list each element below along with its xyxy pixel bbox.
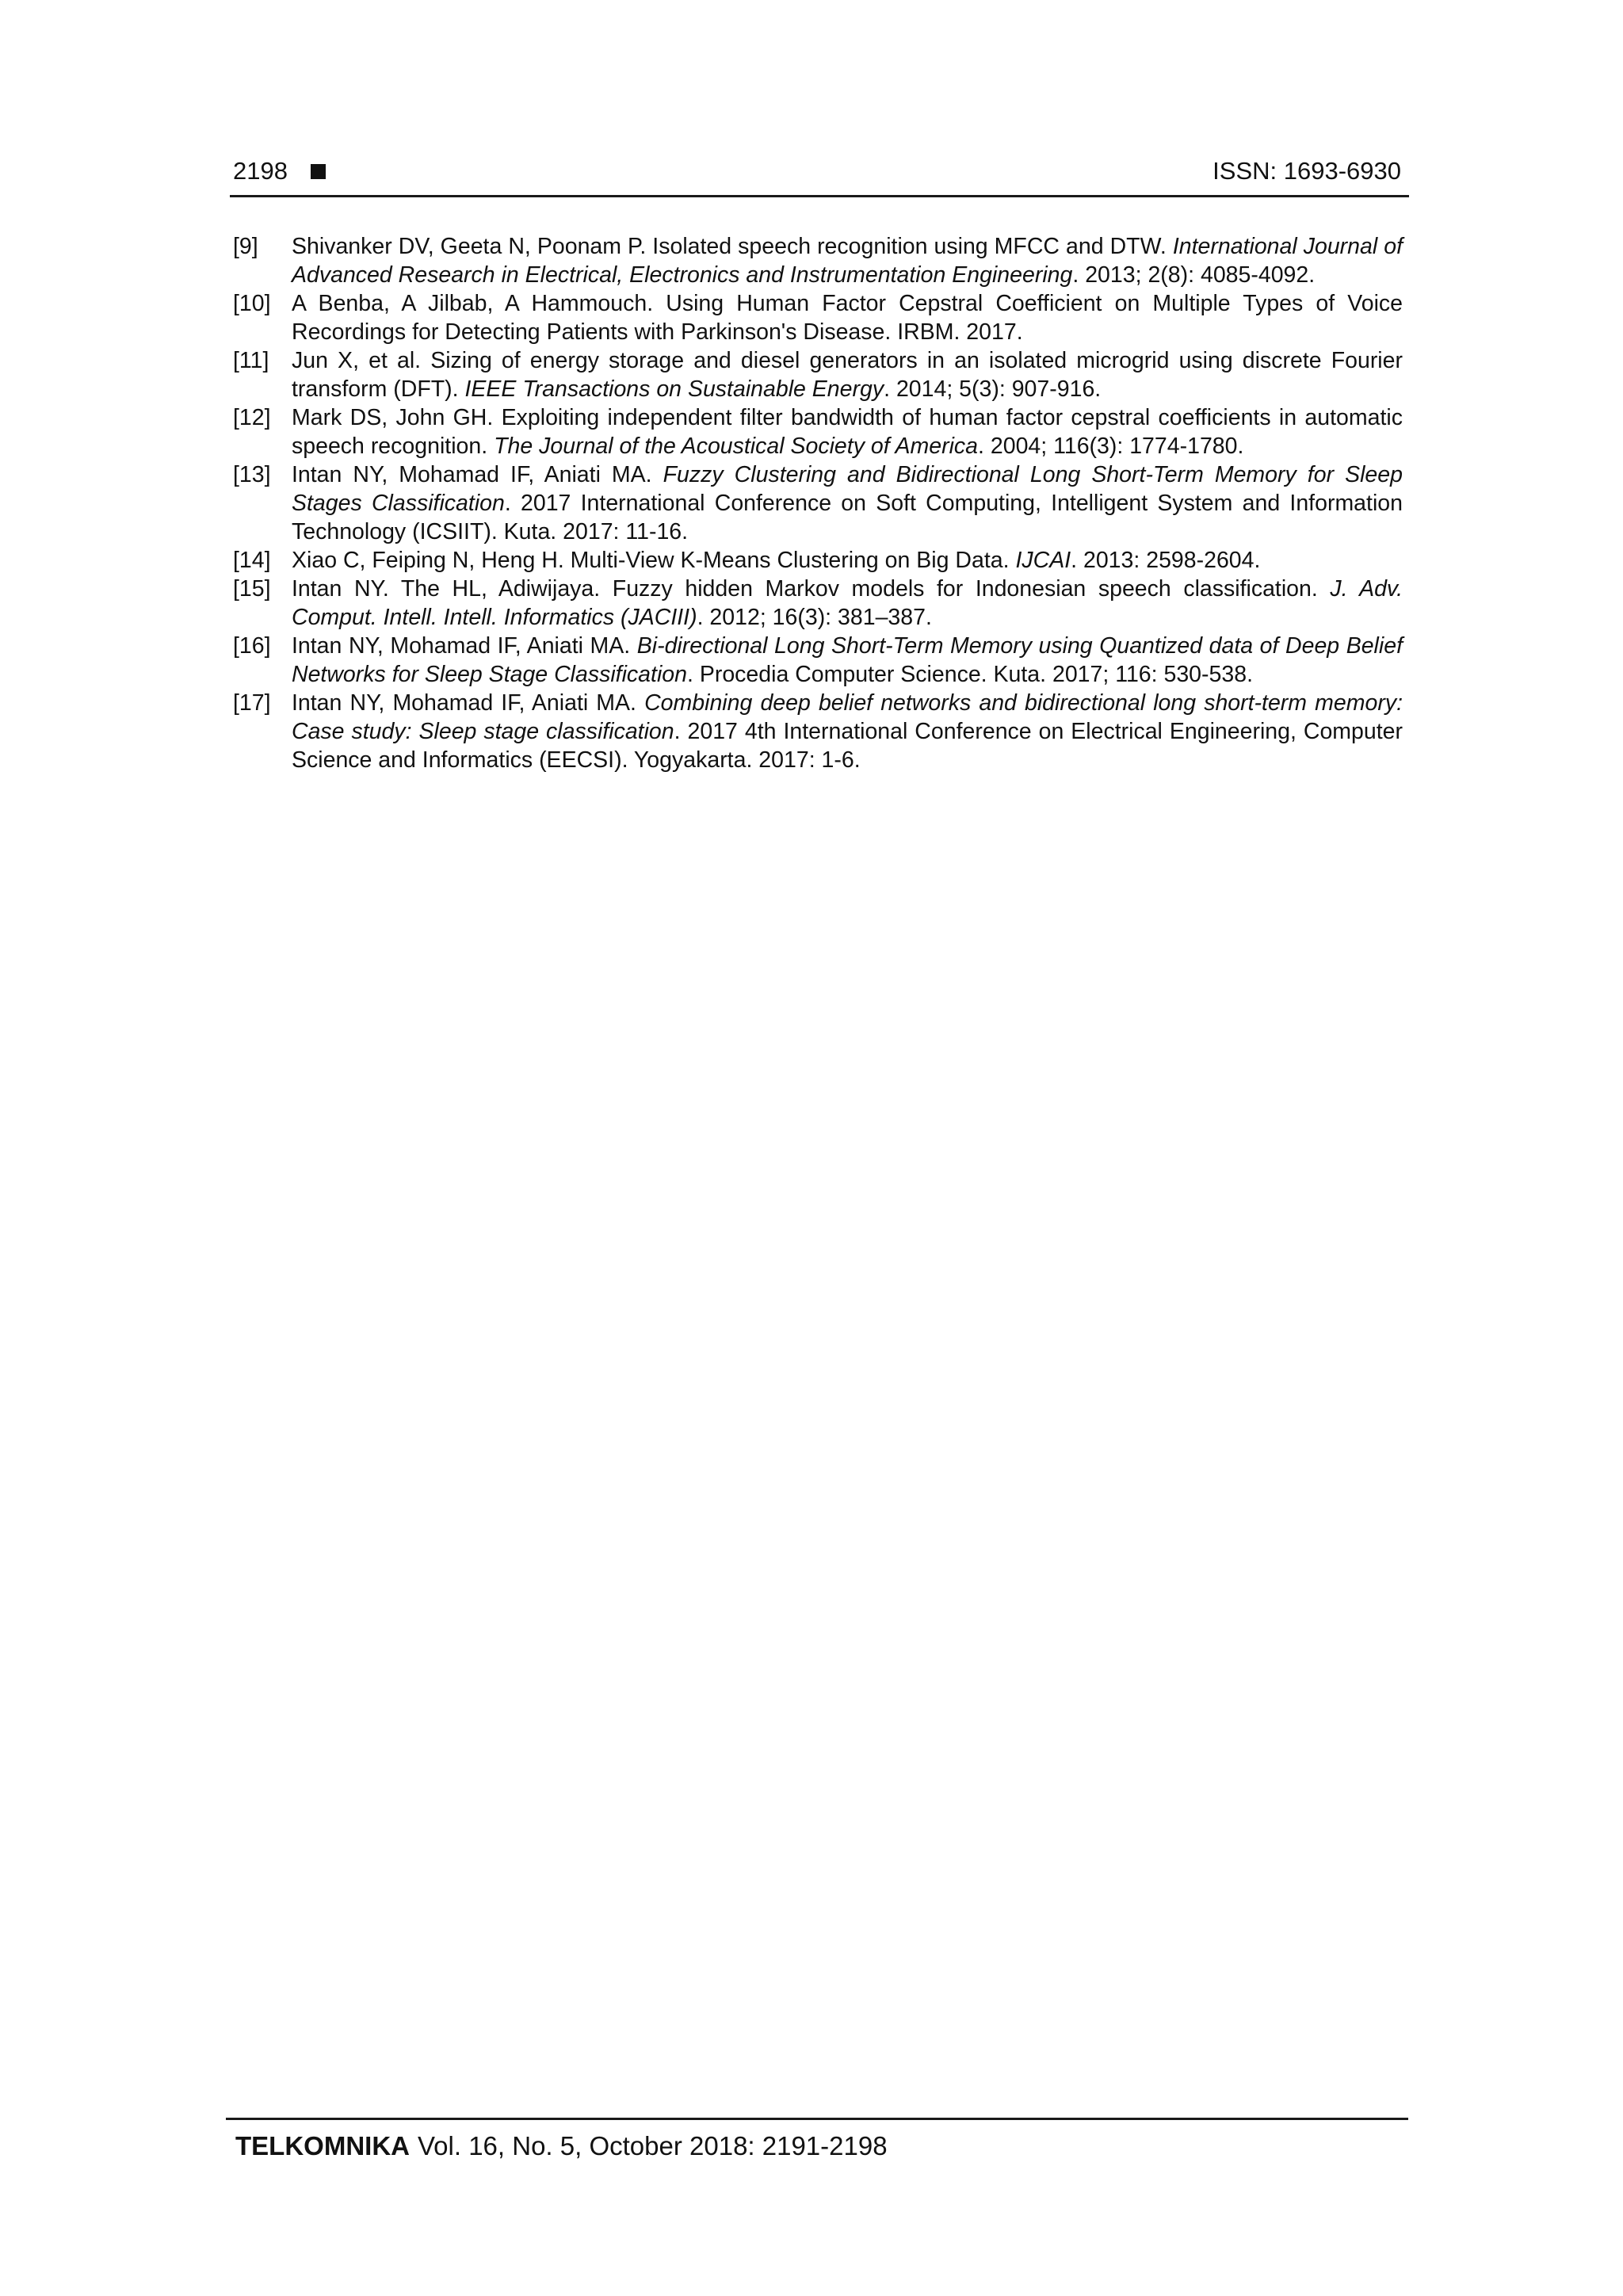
reference-authors-title: A Benba, A Jilbab, A Hammouch. Using Human Factor Cepstral Coefficient on Multiple Types of Voice Recordings for Detecting Patients with Parkinson's Disease. IRBM. 2017. xyxy=(292,291,1403,345)
reference-venue: IEEE Transactions on Sustainable Energy xyxy=(464,376,884,402)
reference-venue: International Journal of Advanced Research in Electrical, Electronics and Instrumentation Engineering xyxy=(292,234,1403,288)
reference-text xyxy=(292,460,1403,546)
square-bullet-icon xyxy=(311,164,326,179)
reference-item xyxy=(233,575,1403,632)
reference-number: [12] xyxy=(233,405,271,430)
reference-number: [11] xyxy=(233,348,269,373)
page-number: 2198 xyxy=(233,157,288,185)
reference-venue: The Journal of the Acoustical Society of America xyxy=(494,434,979,459)
reference-text xyxy=(292,403,1403,460)
reference-text xyxy=(292,289,1403,346)
reference-item xyxy=(233,346,1403,403)
reference-text xyxy=(292,575,1403,632)
reference-text xyxy=(292,346,1403,403)
reference-details: . 2012; 16(3): 381–387. xyxy=(697,605,932,630)
reference-details: . 2014; 5(3): 907-916. xyxy=(884,376,1102,402)
issn-label: ISSN: 1693-6930 xyxy=(1212,157,1401,185)
reference-item xyxy=(233,632,1403,689)
journal-issue: Vol. 16, No. 5, October 2018: 2191-2198 xyxy=(417,2131,888,2160)
reference-item xyxy=(233,460,1403,546)
reference-authors-title: Intan NY, Mohamad IF, Aniati MA. xyxy=(292,462,663,487)
reference-number: [17] xyxy=(233,690,271,716)
reference-authors-title: Jun X, et al. Sizing of energy storage and diesel generators in an isolated microgrid using discrete Fourier transform (DFT). xyxy=(292,348,1403,402)
reference-details: . 2013: 2598-2604. xyxy=(1071,548,1261,573)
reference-number: [14] xyxy=(233,548,271,573)
reference-number: [16] xyxy=(233,633,271,659)
reference-authors-title: Xiao C, Feiping N, Heng H. Multi-View K-Means Clustering on Big Data. xyxy=(292,548,1016,573)
page-header xyxy=(230,154,1409,197)
reference-authors-title: Intan NY, Mohamad IF, Aniati MA. xyxy=(292,690,645,716)
reference-item xyxy=(233,232,1403,289)
journal-name: TELKOMNIKA xyxy=(235,2131,410,2160)
reference-venue: Combining deep belief networks and bidirectional long short-term memory: Case study: Sleep stage classification xyxy=(292,690,1403,744)
reference-authors-title: Shivanker DV, Geeta N, Poonam P. Isolated speech recognition using MFCC and DTW. xyxy=(292,234,1173,259)
reference-details: . 2017 International Conference on Soft Computing, Intelligent System and Information Technology (ICSIIT). Kuta. 2017: 11-16. xyxy=(292,491,1403,544)
reference-details: . 2004; 116(3): 1774-1780. xyxy=(978,434,1244,459)
reference-item xyxy=(233,289,1403,346)
reference-venue: IJCAI xyxy=(1015,548,1071,573)
reference-details: . 2017 4th International Conference on Electrical Engineering, Computer Science and Informatics (EECSI). Yogyakarta. 2017: 1-6. xyxy=(292,719,1403,773)
reference-details: . Procedia Computer Science. Kuta. 2017; 116: 530-538. xyxy=(686,662,1253,687)
reference-authors-title: Intan NY, Mohamad IF, Aniati MA. xyxy=(292,633,637,659)
reference-text xyxy=(292,546,1403,575)
reference-venue: Bi-directional Long Short-Term Memory using Quantized data of Deep Belief Networks for Sleep Stage Classification xyxy=(292,633,1403,687)
reference-venue: J. Adv. Comput. Intell. Intell. Informatics (JACIII) xyxy=(292,576,1403,630)
page-footer xyxy=(226,2118,1408,2161)
reference-item xyxy=(233,546,1403,575)
reference-venue: Fuzzy Clustering and Bidirectional Long Short-Term Memory for Sleep Stages Classification xyxy=(292,462,1403,516)
reference-authors-title: Intan NY. The HL, Adiwijaya. Fuzzy hidden Markov models for Indonesian speech classification. xyxy=(292,576,1331,602)
reference-authors-title: Mark DS, John GH. Exploiting independent filter bandwidth of human factor cepstral coefficients in automatic speech recognition. xyxy=(292,405,1403,459)
reference-details: . 2013; 2(8): 4085-4092. xyxy=(1072,262,1316,288)
reference-text xyxy=(292,632,1403,689)
reference-number: [10] xyxy=(233,291,271,316)
reference-number: [15] xyxy=(233,576,271,602)
reference-number: [9] xyxy=(233,234,258,259)
reference-number: [13] xyxy=(233,462,271,487)
reference-item xyxy=(233,403,1403,460)
reference-item xyxy=(233,689,1403,774)
reference-text xyxy=(292,232,1403,289)
reference-text xyxy=(292,689,1403,774)
reference-list xyxy=(233,232,1403,774)
